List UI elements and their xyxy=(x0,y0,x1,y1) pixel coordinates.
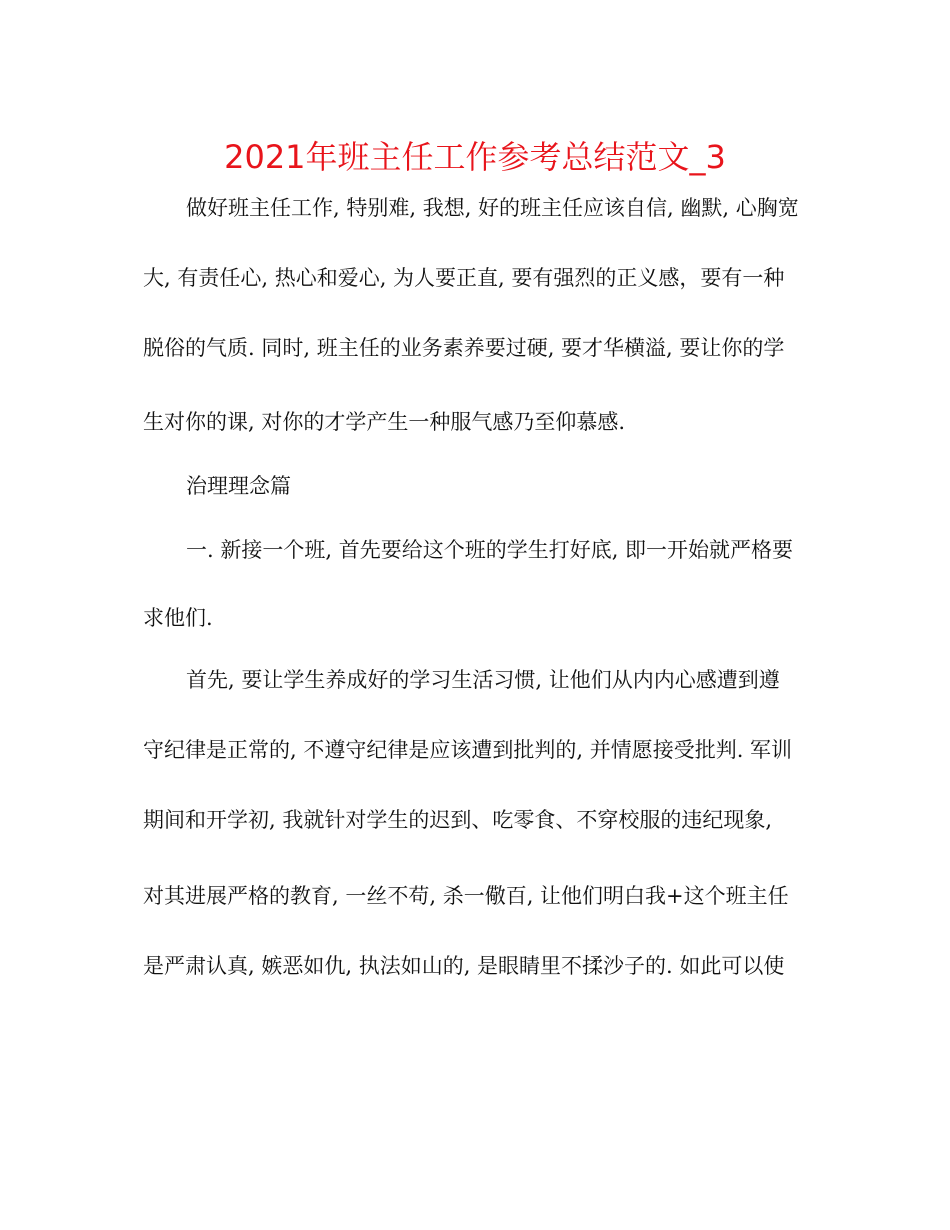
paragraph-line: 大, 有责任心, 热心和爱心, 为人要正直, 要有强烈的正义感，要有一种 xyxy=(143,266,785,290)
document-title: 2021年班主任工作参考总结范文_3 xyxy=(224,138,726,176)
paragraph-line: 做好班主任工作, 特别难, 我想, 好的班主任应该自信, 幽默, 心胸宽 xyxy=(186,196,799,220)
paragraph-line: 首先, 要让学生养成好的学习生活习惯, 让他们从内内心感遭到遵 xyxy=(186,668,780,692)
paragraph-line: 求他们. xyxy=(143,606,213,630)
section-heading: 治理理念篇 xyxy=(186,474,291,498)
paragraph-line: 脱俗的气质. 同时, 班主任的业务素养要过硬, 要才华横溢, 要让你的学 xyxy=(143,336,785,360)
paragraph-line: 生对你的课, 对你的才学产生一种服气感乃至仰慕感. xyxy=(143,410,626,434)
paragraph-line: 是严肃认真, 嫉恶如仇, 执法如山的, 是眼睛里不揉沙子的. 如此可以使 xyxy=(143,954,785,978)
paragraph-line: 守纪律是正常的, 不遵守纪律是应该遭到批判的, 并情愿接受批判. 军训 xyxy=(143,738,793,762)
paragraph-line: 对其进展严格的教育, 一丝不苟, 杀一儆百, 让他们明白我+这个班主任 xyxy=(143,884,789,908)
paragraph-line: 期间和开学初, 我就针对学生的迟到、吃零食、不穿校服的违纪现象, xyxy=(143,808,773,832)
paragraph-line: 一. 新接一个班, 首先要给这个班的学生打好底, 即一开始就严格要 xyxy=(186,538,794,562)
